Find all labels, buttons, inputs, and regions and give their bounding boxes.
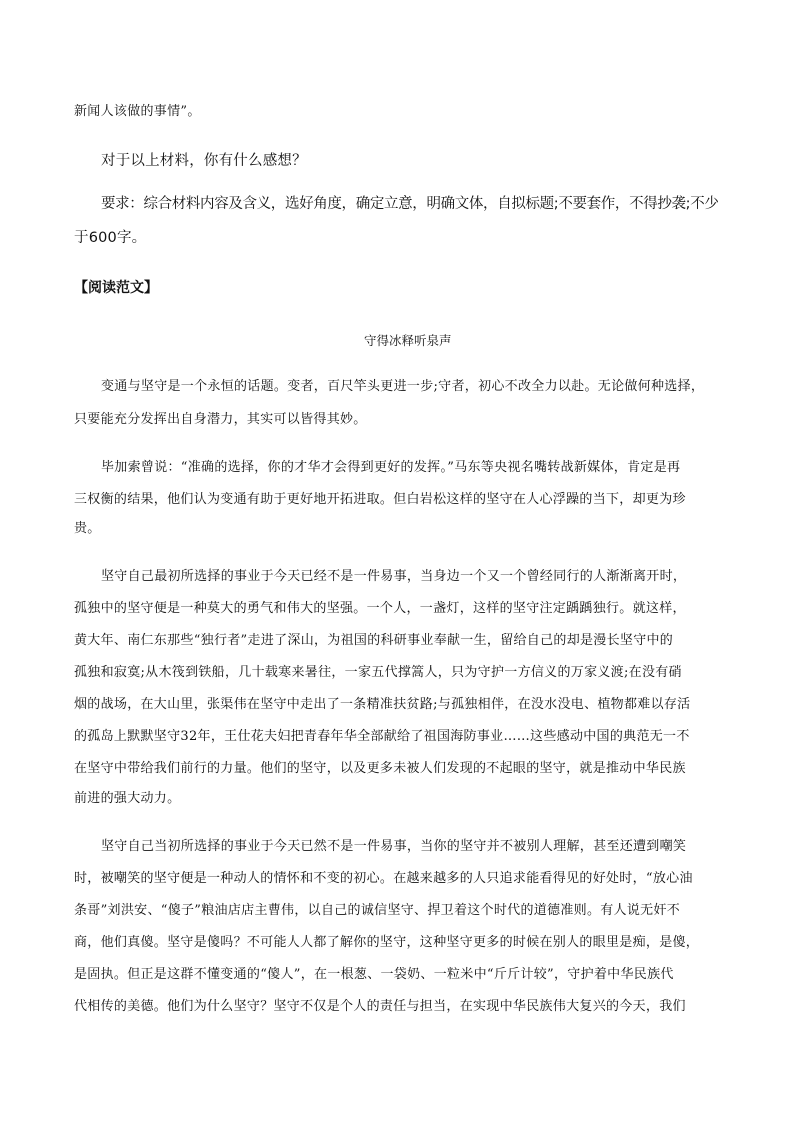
essay-line: 烟的战场，在大山里，张渠伟在坚守中走出了一条精准扶贫路;与孤独相伴，在没水没电、植物都难以存活 — [74, 697, 691, 712]
essay-line: 贵。 — [74, 521, 101, 536]
essay-line: 坚守自己当初所选择的事业于今天已然不是一件易事，当你的坚守并不被别人理解，甚至还遭到嘲笑 — [101, 839, 687, 854]
essay-line: 代相传的美德。他们为什么坚守？坚守不仅是个人的责任与担当，在实现中华民族伟大复兴的今天，我们 — [74, 999, 686, 1014]
essay-line: 的孤岛上默默坚守32年，王仕花夫妇把青春年华全部献给了祖国海防事业……这些感动中国的典范无一不 — [74, 729, 690, 744]
essay-line: 只要能充分发挥出自身潜力，其实可以皆得其妙。 — [74, 412, 367, 427]
essay-line: 条哥”刘洪安、“傻子”粮油店店主曹伟，以自己的诚信坚守、捍卫着这个时代的道德准则。有人说无奸不 — [74, 903, 681, 918]
essay-line: 孤独中的坚守便是一种莫大的勇气和伟大的坚强。一个人，一盏灯，这样的坚守注定踽踽独行。就这样， — [74, 601, 686, 616]
essay-line: 变通与坚守是一个永恒的话题。变者，百尺竿头更进一步;守者，初心不改全力以赴。无论做何种选择， — [101, 379, 705, 394]
essay-line: 是固执。但正是这群不懂变通的“傻人”，在一根葱、一袋奶、一粒米中“斤斤计较”，守护着中华民族代 — [74, 967, 674, 982]
essay-line: 在坚守中带给我们前行的力量。他们的坚守，以及更多未被人们发现的不起眼的坚守，就是推动中华民族 — [74, 761, 686, 776]
essay-line: 黄大年、南仁东那些“独行者”走进了深山，为祖国的科研事业奉献一生，留给自己的却是漫长坚守中的 — [74, 633, 674, 648]
essay-line: 毕加索曾说：“准确的选择，你的才华才会得到更好的发挥。”马东等央视名嘴转战新媒体，肯定是再 — [101, 460, 681, 475]
prompt-question: 对于以上材料，你有什么感想？ — [101, 153, 307, 169]
essay-title: 守得冰释听泉声 — [364, 333, 452, 348]
essay-line: 商，他们真傻。坚守是傻吗？不可能人人都了解你的坚守，这种坚守更多的时候在别人的眼里是痴，是傻， — [74, 935, 700, 950]
prompt-requirement-line: 于600字。 — [74, 230, 147, 246]
section-heading: 【阅读范文】 — [74, 280, 158, 296]
material-tail: 新闻人该做的事情”。 — [74, 104, 201, 119]
essay-line: 前进的强大动力。 — [74, 791, 181, 806]
essay-line: 孤独和寂寞;从木筏到铁船，几十载寒来暑往，一家五代撑篙人，只为守护一方信义的万家义渡;在没有硝 — [74, 665, 682, 680]
essay-line: 三权衡的结果，他们认为变通有助于更好地开拓进取。但白岩松这样的坚守在人心浮躁的当下，却更为珍 — [74, 492, 686, 507]
essay-line: 时，被嘲笑的坚守便是一种动人的情怀和不变的初心。在越来越多的人只追求能看得见的好处时，“放心油 — [74, 871, 693, 886]
prompt-requirement-line: 要求：综合材料内容及含义，选好角度，确定立意，明确文体，自拟标题;不要套作，不得抄袭;不少 — [101, 196, 719, 212]
essay-line: 坚守自己最初所选择的事业于今天已经不是一件易事，当身边一个又一个曾经同行的人渐渐离开时， — [101, 569, 687, 584]
